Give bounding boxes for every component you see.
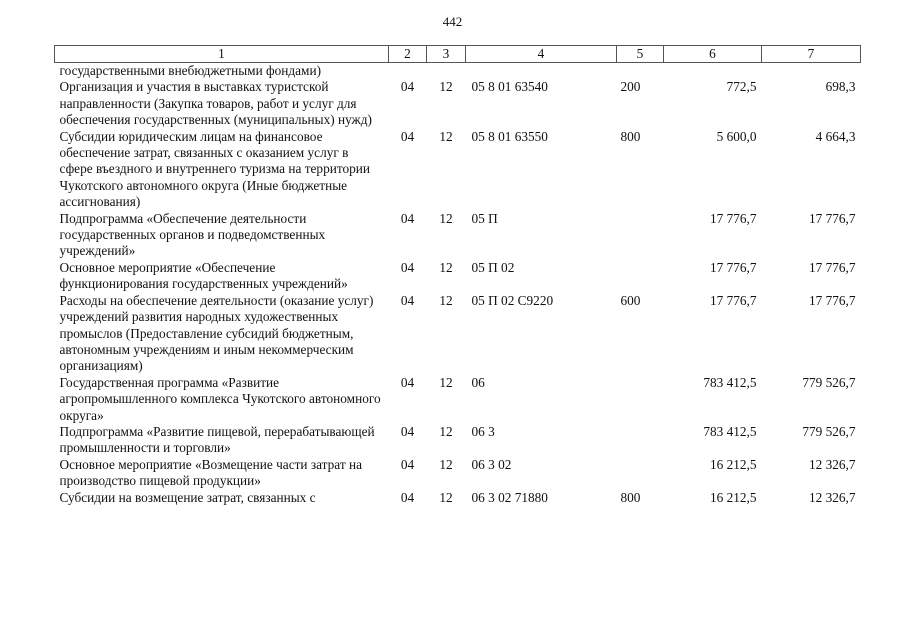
row-description: Основное мероприятие «Обеспечение функционирования государственных учреждений» [59,259,348,292]
cell-c6 [664,63,762,80]
cell-c3: 12 [439,423,453,439]
cell-c5 [617,260,664,293]
cell-c5 [617,424,664,457]
header-col-3: 3 [427,46,466,63]
cell-c6: 17 776,7 [709,292,757,308]
cell-c2: 04 [400,259,415,275]
table-row [55,457,861,490]
cell-c2: 04 [400,210,415,226]
header-col-6: 6 [664,46,762,63]
cell-c5: 600 [620,292,641,308]
row-description: Субсидии юридическим лицам на финансовое обеспечение затрат, связанных с оказанием услуг в сфере въездного и внутреннего туризма на территории Чукотского автономного округа (Иные бюджетные ассигнования) [59,128,371,210]
cell-c5: 200 [620,79,641,95]
cell-c4: 06 3 [471,423,495,439]
cell-c5: 800 [620,489,641,505]
row-description: Субсидии на возмещение затрат, связанных с [59,489,316,505]
cell-c2: 04 [400,489,415,505]
row-description: Основное мероприятие «Возмещение части затрат на производство пищевой продукции» [59,456,362,489]
cell-c2: 04 [400,79,415,95]
cell-c6: 17 776,7 [709,259,757,275]
cell-c2: 04 [400,423,415,439]
cell-c7: 12 326,7 [808,456,856,472]
table-row [55,211,861,260]
cell-c5 [617,63,664,80]
cell-c5 [617,211,664,260]
cell-c3: 12 [439,259,453,275]
cell-c7 [762,63,861,80]
header-col-4: 4 [466,46,617,63]
cell-c4: 05 8 01 63550 [471,128,548,144]
row-description: Организация и участия в выставках туристской направленности (Закупка товаров, работ и услуг для обеспечения государственных (муниципальных) нужд) [59,79,372,128]
cell-c4: 06 3 02 [471,456,512,472]
cell-c7: 17 776,7 [808,259,856,275]
cell-c3 [427,63,466,80]
table-row [55,63,861,80]
table-row [55,424,861,457]
cell-c3: 12 [439,292,453,308]
row-description: Расходы на обеспечение деятельности (оказание услуг) учреждений развития народных художественных промыслов (Предоставление субсидий бюджетным, автономным учреждениям и иным некоммерческим организациям) [59,292,374,374]
cell-c6: 5 600,0 [716,128,757,144]
table-row [55,129,861,211]
cell-c7: 12 326,7 [808,489,856,505]
cell-c3: 12 [439,456,453,472]
cell-c4: 05 П 02 С9220 [471,292,554,308]
cell-c7: 698,3 [825,79,856,95]
cell-c6: 783 412,5 [703,423,757,439]
cell-c4: 06 3 02 71880 [471,489,548,505]
budget-table [54,45,861,506]
cell-c5 [617,457,664,490]
cell-c3: 12 [439,128,453,144]
cell-c6: 16 212,5 [709,456,757,472]
cell-c6: 16 212,5 [709,489,757,505]
cell-c4: 05 8 01 63540 [471,79,548,95]
cell-c7: 17 776,7 [808,210,856,226]
cell-c3: 12 [439,79,453,95]
cell-c3: 12 [439,374,453,390]
cell-c4: 06 [471,374,485,390]
row-description: Государственная программа «Развитие агропромышленного комплекса Чукотского автономного округа» [59,374,381,423]
page-number: 442 [442,14,463,29]
cell-c4: 05 П 02 [471,259,515,275]
header-row [55,46,861,63]
table-row [55,293,861,375]
row-description: Подпрограмма «Обеспечение деятельности государственных органов и подведомственных учреждений» [59,210,326,259]
header-col-7: 7 [762,46,861,63]
row-description: Подпрограмма «Развитие пищевой, перерабатывающей промышленности и торговли» [59,423,375,456]
cell-c3: 12 [439,489,453,505]
cell-c7: 17 776,7 [808,292,856,308]
cell-c2: 04 [400,128,415,144]
cell-c5 [617,375,664,424]
header-col-5: 5 [617,46,664,63]
cell-c6: 783 412,5 [703,374,757,390]
cell-c5: 800 [620,128,641,144]
table-row [55,490,861,506]
cell-c6: 17 776,7 [709,210,757,226]
header-col-2: 2 [389,46,427,63]
cell-c7: 779 526,7 [802,423,856,439]
table-row [55,260,861,293]
table-row [55,375,861,424]
table-row [55,79,861,128]
cell-c2: 04 [400,456,415,472]
cell-c2: 04 [400,374,415,390]
cell-c2: 04 [400,292,415,308]
header-col-1: 1 [55,46,389,63]
cell-c2 [389,63,427,80]
cell-c4: 05 П [471,210,498,226]
cell-c4 [466,63,617,80]
cell-c3: 12 [439,210,453,226]
cell-c6: 772,5 [726,79,757,95]
cell-c7: 779 526,7 [802,374,856,390]
row-description: государственными внебюджетными фондами) [59,63,322,78]
cell-c7: 4 664,3 [815,128,856,144]
